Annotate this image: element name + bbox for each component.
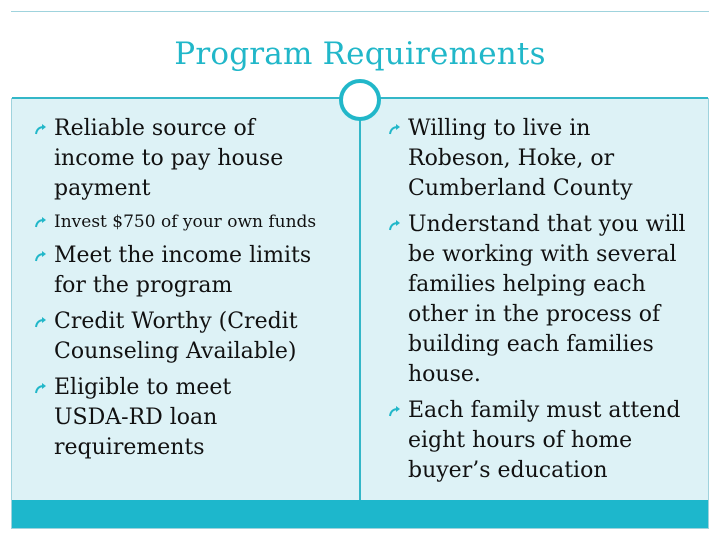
right-column <box>388 114 706 492</box>
left-column <box>34 114 356 469</box>
bullet-line: buyer’s education <box>408 458 608 483</box>
bullet-item <box>34 114 356 204</box>
bullet-line: Reliable source of <box>54 116 255 141</box>
bullet-line: Credit Worthy (Credit <box>54 309 298 334</box>
column-divider <box>359 98 361 500</box>
bullet-line: house. <box>408 362 481 387</box>
bullet-line: USDA-RD loan <box>54 405 218 430</box>
bullet-item <box>388 114 706 204</box>
bullet-item <box>34 307 356 367</box>
bullet-line: Willing to live in <box>408 116 591 141</box>
bullet-line: Counseling Available) <box>54 339 297 364</box>
bullet-line: Meet the income limits <box>54 243 312 268</box>
bullet-line: Robeson, Hoke, or <box>408 146 615 171</box>
bullet-line: eight hours of home <box>408 428 633 453</box>
bullet-item <box>388 210 706 390</box>
bullet-line: for the program <box>54 273 233 298</box>
bullet-line: Invest $750 of your own funds <box>54 212 317 232</box>
bullet-item <box>388 396 706 486</box>
bullet-line: Each family must attend <box>408 398 681 423</box>
bottom-accent-bar <box>12 500 708 528</box>
bullet-line: be working with several <box>408 242 677 267</box>
bullet-line: payment <box>54 176 151 201</box>
bullet-line: income to pay house <box>54 146 284 171</box>
bullet-line: requirements <box>54 435 205 460</box>
bullet-line: building each families <box>408 332 654 357</box>
bullet-item <box>34 210 356 234</box>
bullet-line: Cumberland County <box>408 176 633 201</box>
bullet-item <box>34 373 356 463</box>
bullet-line: families helping each <box>408 272 646 297</box>
bullet-line: other in the process of <box>408 302 661 327</box>
bullet-line: Understand that you will <box>408 212 686 237</box>
bullet-line: Eligible to meet <box>54 375 232 400</box>
bullet-item <box>34 241 356 301</box>
slide-title: Program Requirements <box>174 36 546 72</box>
